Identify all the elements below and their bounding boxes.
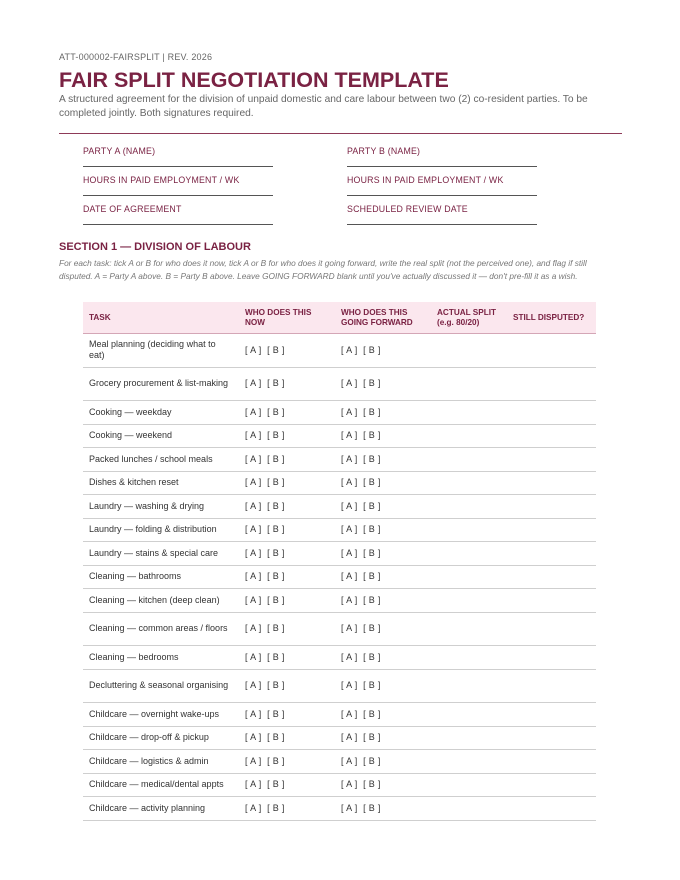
task-cell: Childcare — activity planning xyxy=(83,797,239,821)
forward-choice[interactable]: [ A ] [ B ] xyxy=(335,797,431,821)
party-a-name-line xyxy=(83,166,273,167)
forward-choice[interactable]: [ A ] [ B ] xyxy=(335,424,431,448)
now-choice[interactable]: [ A ] [ B ] xyxy=(239,565,335,589)
actual-split-cell[interactable] xyxy=(431,750,507,774)
now-choice[interactable]: [ A ] [ B ] xyxy=(239,542,335,566)
task-cell: Grocery procurement & list-making xyxy=(83,367,239,401)
task-cell: Cleaning — kitchen (deep clean) xyxy=(83,589,239,613)
task-cell: Cleaning — common areas / floors xyxy=(83,612,239,646)
review-date-line xyxy=(347,224,537,225)
task-cell: Childcare — overnight wake-ups xyxy=(83,703,239,727)
now-choice[interactable]: [ A ] [ B ] xyxy=(239,669,335,703)
disputed-cell[interactable] xyxy=(507,401,596,425)
now-choice[interactable]: [ A ] [ B ] xyxy=(239,797,335,821)
party-a-name-label: PARTY A (NAME) xyxy=(83,146,156,156)
review-date-field[interactable] xyxy=(347,204,537,225)
table-row xyxy=(83,495,596,519)
agreement-date-label: DATE OF AGREEMENT xyxy=(83,204,182,214)
page-subtitle: A structured agreement for the division of unpaid domestic and care labour between two (2) co-resident parties. To be completed jointly. Both signatures required. xyxy=(59,94,588,119)
actual-split-cell[interactable] xyxy=(431,518,507,542)
task-cell: Cooking — weekend xyxy=(83,424,239,448)
now-choice[interactable]: [ A ] [ B ] xyxy=(239,401,335,425)
party-b-name-field[interactable] xyxy=(347,146,537,167)
forward-choice[interactable]: [ A ] [ B ] xyxy=(335,589,431,613)
now-choice[interactable]: [ A ] [ B ] xyxy=(239,334,335,368)
forward-choice[interactable]: [ A ] [ B ] xyxy=(335,669,431,703)
table-header-row xyxy=(83,302,596,334)
agreement-date-line xyxy=(83,224,273,225)
actual-split-cell[interactable] xyxy=(431,726,507,750)
disputed-cell[interactable] xyxy=(507,518,596,542)
forward-choice[interactable]: [ A ] [ B ] xyxy=(335,612,431,646)
disputed-cell[interactable] xyxy=(507,565,596,589)
column-header-actual-split: ACTUAL SPLIT (e.g. 80/20) xyxy=(431,302,507,334)
now-choice[interactable]: [ A ] [ B ] xyxy=(239,518,335,542)
forward-choice[interactable]: [ A ] [ B ] xyxy=(335,750,431,774)
document-id: ATT-000002-FAIRSPLIT | REV. 2026 xyxy=(59,52,213,62)
actual-split-cell[interactable] xyxy=(431,448,507,472)
disputed-cell[interactable] xyxy=(507,726,596,750)
actual-split-cell[interactable] xyxy=(431,401,507,425)
disputed-cell[interactable] xyxy=(507,542,596,566)
table-row xyxy=(83,367,596,401)
party-a-hours-line xyxy=(83,195,273,196)
forward-choice[interactable]: [ A ] [ B ] xyxy=(335,565,431,589)
now-choice[interactable]: [ A ] [ B ] xyxy=(239,703,335,727)
task-cell: Laundry — folding & distribution xyxy=(83,518,239,542)
task-cell: Childcare — drop-off & pickup xyxy=(83,726,239,750)
party-a-name-field[interactable] xyxy=(83,146,273,167)
actual-split-cell[interactable] xyxy=(431,424,507,448)
task-cell: Cooking — weekday xyxy=(83,401,239,425)
forward-choice[interactable]: [ A ] [ B ] xyxy=(335,401,431,425)
table-row xyxy=(83,401,596,425)
forward-choice[interactable]: [ A ] [ B ] xyxy=(335,495,431,519)
disputed-cell[interactable] xyxy=(507,750,596,774)
party-a-hours-field[interactable] xyxy=(83,175,273,196)
disputed-cell[interactable] xyxy=(507,612,596,646)
forward-choice[interactable]: [ A ] [ B ] xyxy=(335,646,431,670)
now-choice[interactable]: [ A ] [ B ] xyxy=(239,495,335,519)
task-cell: Childcare — logistics & admin xyxy=(83,750,239,774)
table-row xyxy=(83,773,596,797)
task-cell: Dishes & kitchen reset xyxy=(83,471,239,495)
forward-choice[interactable]: [ A ] [ B ] xyxy=(335,518,431,542)
table-row xyxy=(83,471,596,495)
party-b-name-line xyxy=(347,166,537,167)
table-row xyxy=(83,797,596,821)
actual-split-cell[interactable] xyxy=(431,669,507,703)
forward-choice[interactable]: [ A ] [ B ] xyxy=(335,471,431,495)
party-b-hours-line xyxy=(347,195,537,196)
page-title: FAIR SPLIT NEGOTIATION TEMPLATE xyxy=(59,68,449,92)
party-b-hours-field[interactable] xyxy=(347,175,537,196)
table-row xyxy=(83,448,596,472)
task-rows xyxy=(83,334,596,821)
actual-split-cell[interactable] xyxy=(431,495,507,519)
disputed-cell[interactable] xyxy=(507,424,596,448)
actual-split-cell[interactable] xyxy=(431,703,507,727)
task-cell: Cleaning — bedrooms xyxy=(83,646,239,670)
labour-division-table xyxy=(83,302,596,821)
actual-split-cell[interactable] xyxy=(431,565,507,589)
disputed-cell[interactable] xyxy=(507,367,596,401)
now-choice[interactable]: [ A ] [ B ] xyxy=(239,471,335,495)
disputed-cell[interactable] xyxy=(507,471,596,495)
now-choice[interactable]: [ A ] [ B ] xyxy=(239,424,335,448)
now-choice[interactable]: [ A ] [ B ] xyxy=(239,367,335,401)
forward-choice[interactable]: [ A ] [ B ] xyxy=(335,334,431,368)
now-choice[interactable]: [ A ] [ B ] xyxy=(239,646,335,670)
now-choice[interactable]: [ A ] [ B ] xyxy=(239,726,335,750)
table-row xyxy=(83,424,596,448)
disputed-cell[interactable] xyxy=(507,646,596,670)
actual-split-cell[interactable] xyxy=(431,589,507,613)
disputed-cell[interactable] xyxy=(507,669,596,703)
review-date-label: SCHEDULED REVIEW DATE xyxy=(347,204,468,214)
table-row xyxy=(83,589,596,613)
section-1-instructions: For each task: tick A or B for who does it now, tick A or B for who does it going forward, write the real split (not the perceived one), and flag if still disputed. A = Party A above. B = Party B above. Leave GOING FORWARD blank until you've actually discussed it — don't pre-fill it as a wish. xyxy=(59,258,587,281)
disputed-cell[interactable] xyxy=(507,589,596,613)
table-row xyxy=(83,726,596,750)
section-1-title: SECTION 1 — DIVISION OF LABOUR xyxy=(59,241,251,253)
table-row xyxy=(83,646,596,670)
party-a-hours-label: HOURS IN PAID EMPLOYMENT / WK xyxy=(83,175,240,185)
column-header-disputed: STILL DISPUTED? xyxy=(507,302,596,334)
table-row xyxy=(83,703,596,727)
task-cell: Laundry — washing & drying xyxy=(83,495,239,519)
column-header-forward: WHO DOES THIS GOING FORWARD xyxy=(335,302,431,334)
task-cell: Meal planning (deciding what to eat) xyxy=(83,334,239,368)
now-choice[interactable]: [ A ] [ B ] xyxy=(239,750,335,774)
disputed-cell[interactable] xyxy=(507,448,596,472)
now-choice[interactable]: [ A ] [ B ] xyxy=(239,448,335,472)
actual-split-cell[interactable] xyxy=(431,646,507,670)
table-row xyxy=(83,518,596,542)
actual-split-cell[interactable] xyxy=(431,367,507,401)
forward-choice[interactable]: [ A ] [ B ] xyxy=(335,703,431,727)
disputed-cell[interactable] xyxy=(507,334,596,368)
forward-choice[interactable]: [ A ] [ B ] xyxy=(335,448,431,472)
actual-split-cell[interactable] xyxy=(431,471,507,495)
table-row xyxy=(83,612,596,646)
table-row xyxy=(83,334,596,368)
disputed-cell[interactable] xyxy=(507,703,596,727)
actual-split-cell[interactable] xyxy=(431,773,507,797)
actual-split-cell[interactable] xyxy=(431,542,507,566)
task-cell: Childcare — medical/dental appts xyxy=(83,773,239,797)
task-cell: Packed lunches / school meals xyxy=(83,448,239,472)
header-divider xyxy=(59,133,622,134)
actual-split-cell[interactable] xyxy=(431,612,507,646)
table-row xyxy=(83,750,596,774)
forward-choice[interactable]: [ A ] [ B ] xyxy=(335,367,431,401)
agreement-date-field[interactable] xyxy=(83,204,273,225)
now-choice[interactable]: [ A ] [ B ] xyxy=(239,612,335,646)
task-cell: Laundry — stains & special care xyxy=(83,542,239,566)
forward-choice[interactable]: [ A ] [ B ] xyxy=(335,726,431,750)
forward-choice[interactable]: [ A ] [ B ] xyxy=(335,542,431,566)
task-cell: Decluttering & seasonal organising xyxy=(83,669,239,703)
disputed-cell[interactable] xyxy=(507,797,596,821)
forward-choice[interactable]: [ A ] [ B ] xyxy=(335,773,431,797)
task-cell: Cleaning — bathrooms xyxy=(83,565,239,589)
column-header-now: WHO DOES THIS NOW xyxy=(239,302,335,334)
disputed-cell[interactable] xyxy=(507,773,596,797)
column-header-task: TASK xyxy=(83,302,239,334)
table-row xyxy=(83,565,596,589)
party-b-hours-label: HOURS IN PAID EMPLOYMENT / WK xyxy=(347,175,504,185)
party-b-name-label: PARTY B (NAME) xyxy=(347,146,421,156)
table-row xyxy=(83,542,596,566)
table-row xyxy=(83,669,596,703)
actual-split-cell[interactable] xyxy=(431,797,507,821)
actual-split-cell[interactable] xyxy=(431,334,507,368)
disputed-cell[interactable] xyxy=(507,495,596,519)
now-choice[interactable]: [ A ] [ B ] xyxy=(239,589,335,613)
now-choice[interactable]: [ A ] [ B ] xyxy=(239,773,335,797)
